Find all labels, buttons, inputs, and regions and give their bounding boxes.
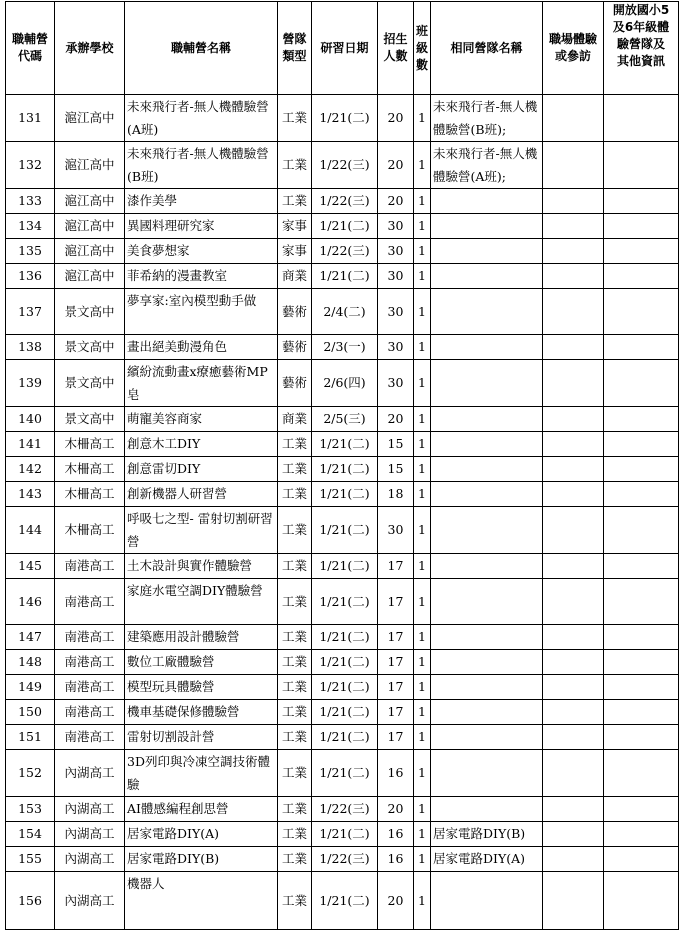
table-row — [6, 507, 679, 554]
cell-code: 150 — [6, 700, 55, 725]
cell-visit — [543, 95, 604, 142]
cell-classes: 1 — [414, 360, 431, 407]
cell-school: 滬江高中 — [55, 239, 125, 264]
cell-name: 漆作美學 — [125, 189, 278, 214]
table-row — [6, 189, 679, 214]
cell-open — [604, 407, 679, 432]
cell-code: 154 — [6, 822, 55, 847]
cell-type: 工業 — [278, 507, 312, 554]
cell-enroll: 16 — [378, 847, 414, 872]
cell-enroll: 18 — [378, 482, 414, 507]
cell-classes: 1 — [414, 95, 431, 142]
cell-classes: 1 — [414, 822, 431, 847]
cell-date: 1/22(三) — [312, 189, 378, 214]
cell-classes: 1 — [414, 554, 431, 579]
cell-visit — [543, 264, 604, 289]
cell-open — [604, 750, 679, 797]
cell-type: 工業 — [278, 725, 312, 750]
cell-classes: 1 — [414, 457, 431, 482]
cell-same — [431, 407, 543, 432]
cell-same — [431, 482, 543, 507]
header-same: 相同營隊名稱 — [431, 2, 543, 95]
cell-type: 家事 — [278, 214, 312, 239]
cell-visit — [543, 750, 604, 797]
table-row — [6, 360, 679, 407]
cell-name: 模型玩具體驗營 — [125, 675, 278, 700]
cell-school: 木柵高工 — [55, 482, 125, 507]
cell-type: 家事 — [278, 239, 312, 264]
cell-visit — [543, 872, 604, 930]
cell-school: 內湖高工 — [55, 822, 125, 847]
table-row — [6, 750, 679, 797]
cell-classes: 1 — [414, 189, 431, 214]
cell-name: 畫出絕美動漫角色 — [125, 335, 278, 360]
cell-name: 美食夢想家 — [125, 239, 278, 264]
cell-school: 滬江高中 — [55, 214, 125, 239]
cell-same — [431, 432, 543, 457]
cell-same — [431, 675, 543, 700]
cell-visit — [543, 360, 604, 407]
cell-enroll: 15 — [378, 457, 414, 482]
cell-classes: 1 — [414, 264, 431, 289]
cell-enroll: 30 — [378, 264, 414, 289]
cell-visit — [543, 700, 604, 725]
cell-type: 工業 — [278, 625, 312, 650]
cell-type: 工業 — [278, 457, 312, 482]
cell-open — [604, 554, 679, 579]
cell-visit — [543, 822, 604, 847]
cell-same: 未來飛行者-無人機體驗營(A班); — [431, 142, 543, 189]
cell-code: 144 — [6, 507, 55, 554]
cell-visit — [543, 239, 604, 264]
table-row — [6, 407, 679, 432]
cell-date: 1/22(三) — [312, 239, 378, 264]
cell-name: 未來飛行者-無人機體驗營(B班) — [125, 142, 278, 189]
cell-open — [604, 872, 679, 930]
cell-same — [431, 264, 543, 289]
cell-visit — [543, 142, 604, 189]
cell-name: 家庭水電空調DIY體驗營 — [125, 579, 278, 625]
cell-same — [431, 579, 543, 625]
cell-school: 內湖高工 — [55, 797, 125, 822]
table-row — [6, 625, 679, 650]
cell-school: 南港高工 — [55, 675, 125, 700]
cell-enroll: 30 — [378, 335, 414, 360]
cell-name: 建築應用設計體驗營 — [125, 625, 278, 650]
cell-enroll: 30 — [378, 360, 414, 407]
cell-enroll: 17 — [378, 700, 414, 725]
cell-date: 1/22(三) — [312, 797, 378, 822]
cell-enroll: 30 — [378, 507, 414, 554]
cell-code: 136 — [6, 264, 55, 289]
cell-code: 133 — [6, 189, 55, 214]
cell-date: 2/6(四) — [312, 360, 378, 407]
cell-enroll: 17 — [378, 625, 414, 650]
cell-type: 商業 — [278, 407, 312, 432]
cell-name: 居家電路DIY(A) — [125, 822, 278, 847]
cell-school: 景文高中 — [55, 289, 125, 335]
cell-school: 木柵高工 — [55, 457, 125, 482]
cell-open — [604, 625, 679, 650]
cell-open — [604, 214, 679, 239]
header-school: 承辦學校 — [55, 2, 125, 95]
table-row — [6, 700, 679, 725]
cell-same — [431, 650, 543, 675]
cell-name: 3D列印與冷凍空調技術體驗 — [125, 750, 278, 797]
cell-type: 工業 — [278, 797, 312, 822]
cell-code: 147 — [6, 625, 55, 650]
cell-open — [604, 335, 679, 360]
cell-visit — [543, 482, 604, 507]
cell-date: 1/22(三) — [312, 142, 378, 189]
cell-classes: 1 — [414, 700, 431, 725]
header-code: 職輔營 代碼 — [6, 2, 55, 95]
cell-visit — [543, 579, 604, 625]
cell-open — [604, 482, 679, 507]
cell-date: 1/21(二) — [312, 432, 378, 457]
header-open: 開放國小5 及6年級體 驗營隊及 其他資訊 — [604, 2, 679, 95]
cell-enroll: 17 — [378, 579, 414, 625]
cell-type: 藝術 — [278, 360, 312, 407]
cell-visit — [543, 432, 604, 457]
header-visit: 職場體驗 或參訪 — [543, 2, 604, 95]
table-row — [6, 457, 679, 482]
cell-date: 1/21(二) — [312, 457, 378, 482]
table-row — [6, 239, 679, 264]
cell-same — [431, 554, 543, 579]
table-row — [6, 797, 679, 822]
cell-code: 140 — [6, 407, 55, 432]
cell-date: 2/5(三) — [312, 407, 378, 432]
cell-date: 1/21(二) — [312, 872, 378, 930]
cell-classes: 1 — [414, 407, 431, 432]
cell-school: 南港高工 — [55, 579, 125, 625]
cell-code: 132 — [6, 142, 55, 189]
cell-classes: 1 — [414, 507, 431, 554]
cell-name: 呼吸七之型- 雷射切割研習營 — [125, 507, 278, 554]
cell-type: 工業 — [278, 142, 312, 189]
cell-code: 139 — [6, 360, 55, 407]
cell-type: 工業 — [278, 822, 312, 847]
cell-enroll: 20 — [378, 407, 414, 432]
cell-same — [431, 214, 543, 239]
cell-same — [431, 700, 543, 725]
cell-classes: 1 — [414, 289, 431, 335]
cell-date: 1/21(二) — [312, 822, 378, 847]
cell-code: 156 — [6, 872, 55, 930]
cell-open — [604, 142, 679, 189]
table-row — [6, 142, 679, 189]
table-row — [6, 264, 679, 289]
table-row — [6, 554, 679, 579]
cell-name: 機器人 — [125, 872, 278, 930]
cell-type: 工業 — [278, 95, 312, 142]
cell-code: 152 — [6, 750, 55, 797]
cell-type: 工業 — [278, 872, 312, 930]
cell-code: 155 — [6, 847, 55, 872]
cell-date: 1/21(二) — [312, 650, 378, 675]
cell-enroll: 30 — [378, 289, 414, 335]
cell-enroll: 16 — [378, 750, 414, 797]
cell-enroll: 20 — [378, 797, 414, 822]
cell-code: 134 — [6, 214, 55, 239]
cell-classes: 1 — [414, 750, 431, 797]
cell-name: 數位工廠體驗營 — [125, 650, 278, 675]
cell-date: 1/22(三) — [312, 847, 378, 872]
header-name: 職輔營名稱 — [125, 2, 278, 95]
cell-same: 居家電路DIY(A) — [431, 847, 543, 872]
cell-visit — [543, 847, 604, 872]
cell-school: 景文高中 — [55, 407, 125, 432]
cell-date: 1/21(二) — [312, 507, 378, 554]
cell-code: 142 — [6, 457, 55, 482]
cell-same — [431, 239, 543, 264]
header-enroll: 招生 人數 — [378, 2, 414, 95]
cell-school: 景文高中 — [55, 335, 125, 360]
cell-school: 內湖高工 — [55, 847, 125, 872]
cell-name: AI體感編程創思營 — [125, 797, 278, 822]
cell-school: 南港高工 — [55, 650, 125, 675]
cell-same — [431, 360, 543, 407]
cell-enroll: 20 — [378, 872, 414, 930]
cell-name: 夢享家:室內模型動手做 — [125, 289, 278, 335]
cell-school: 南港高工 — [55, 625, 125, 650]
table-row — [6, 214, 679, 239]
cell-name: 異國料理研究家 — [125, 214, 278, 239]
table-row — [6, 335, 679, 360]
cell-school: 內湖高工 — [55, 750, 125, 797]
table-row — [6, 289, 679, 335]
table-row — [6, 847, 679, 872]
cell-open — [604, 650, 679, 675]
cell-code: 141 — [6, 432, 55, 457]
cell-classes: 1 — [414, 675, 431, 700]
cell-enroll: 30 — [378, 214, 414, 239]
cell-date: 1/21(二) — [312, 675, 378, 700]
header-row — [6, 2, 679, 95]
cell-date: 1/21(二) — [312, 700, 378, 725]
cell-type: 工業 — [278, 847, 312, 872]
header-date: 研習日期 — [312, 2, 378, 95]
cell-school: 南港高工 — [55, 700, 125, 725]
cell-same — [431, 872, 543, 930]
cell-name: 居家電路DIY(B) — [125, 847, 278, 872]
cell-open — [604, 725, 679, 750]
cell-enroll: 16 — [378, 822, 414, 847]
cell-code: 146 — [6, 579, 55, 625]
cell-visit — [543, 625, 604, 650]
cell-school: 景文高中 — [55, 360, 125, 407]
cell-type: 工業 — [278, 482, 312, 507]
cell-code: 149 — [6, 675, 55, 700]
cell-type: 工業 — [278, 432, 312, 457]
cell-date: 1/21(二) — [312, 95, 378, 142]
cell-enroll: 20 — [378, 142, 414, 189]
cell-same: 未來飛行者-無人機體驗營(B班); — [431, 95, 543, 142]
cell-type: 工業 — [278, 554, 312, 579]
cell-open — [604, 579, 679, 625]
cell-classes: 1 — [414, 335, 431, 360]
cell-same — [431, 507, 543, 554]
cell-visit — [543, 189, 604, 214]
cell-same: 居家電路DIY(B) — [431, 822, 543, 847]
cell-classes: 1 — [414, 432, 431, 457]
cell-open — [604, 847, 679, 872]
cell-visit — [543, 214, 604, 239]
cell-date: 2/3(一) — [312, 335, 378, 360]
cell-classes: 1 — [414, 797, 431, 822]
cell-visit — [543, 289, 604, 335]
cell-date: 1/21(二) — [312, 214, 378, 239]
cell-open — [604, 360, 679, 407]
cell-visit — [543, 675, 604, 700]
cell-classes: 1 — [414, 650, 431, 675]
cell-visit — [543, 554, 604, 579]
cell-classes: 1 — [414, 482, 431, 507]
cell-code: 143 — [6, 482, 55, 507]
cell-open — [604, 95, 679, 142]
cell-classes: 1 — [414, 579, 431, 625]
cell-same — [431, 189, 543, 214]
cell-classes: 1 — [414, 214, 431, 239]
cell-name: 創新機器人研習營 — [125, 482, 278, 507]
table-row — [6, 725, 679, 750]
cell-open — [604, 189, 679, 214]
cell-school: 滬江高中 — [55, 142, 125, 189]
cell-code: 151 — [6, 725, 55, 750]
cell-visit — [543, 650, 604, 675]
cell-name: 機車基礎保修體驗營 — [125, 700, 278, 725]
cell-open — [604, 507, 679, 554]
cell-date: 2/4(二) — [312, 289, 378, 335]
table-row — [6, 579, 679, 625]
cell-school: 木柵高工 — [55, 507, 125, 554]
cell-same — [431, 750, 543, 797]
cell-visit — [543, 507, 604, 554]
cell-visit — [543, 725, 604, 750]
cell-code: 138 — [6, 335, 55, 360]
cell-type: 工業 — [278, 750, 312, 797]
cell-type: 藝術 — [278, 289, 312, 335]
cell-classes: 1 — [414, 239, 431, 264]
cell-visit — [543, 797, 604, 822]
cell-code: 145 — [6, 554, 55, 579]
table-row — [6, 482, 679, 507]
cell-school: 內湖高工 — [55, 872, 125, 930]
cell-school: 南港高工 — [55, 725, 125, 750]
cell-code: 135 — [6, 239, 55, 264]
cell-enroll: 17 — [378, 725, 414, 750]
cell-open — [604, 675, 679, 700]
cell-date: 1/21(二) — [312, 482, 378, 507]
cell-date: 1/21(二) — [312, 554, 378, 579]
cell-code: 153 — [6, 797, 55, 822]
cell-type: 工業 — [278, 189, 312, 214]
header-classes: 班 級 數 — [414, 2, 431, 95]
cell-open — [604, 432, 679, 457]
cell-enroll: 20 — [378, 189, 414, 214]
cell-code: 137 — [6, 289, 55, 335]
cell-open — [604, 700, 679, 725]
cell-date: 1/21(二) — [312, 625, 378, 650]
cell-date: 1/21(二) — [312, 750, 378, 797]
cell-same — [431, 625, 543, 650]
cell-type: 工業 — [278, 700, 312, 725]
cell-school: 南港高工 — [55, 554, 125, 579]
cell-type: 藝術 — [278, 335, 312, 360]
cell-same — [431, 335, 543, 360]
cell-name: 創意雷切DIY — [125, 457, 278, 482]
cell-type: 工業 — [278, 650, 312, 675]
cell-date: 1/21(二) — [312, 264, 378, 289]
cell-name: 土木設計與實作體驗營 — [125, 554, 278, 579]
cell-school: 滬江高中 — [55, 95, 125, 142]
cell-enroll: 17 — [378, 650, 414, 675]
cell-name: 雷射切割設計營 — [125, 725, 278, 750]
cell-school: 滬江高中 — [55, 189, 125, 214]
table-row — [6, 432, 679, 457]
cell-classes: 1 — [414, 625, 431, 650]
cell-enroll: 17 — [378, 675, 414, 700]
cell-open — [604, 289, 679, 335]
cell-visit — [543, 457, 604, 482]
table-row — [6, 95, 679, 142]
cell-same — [431, 797, 543, 822]
cell-name: 萌寵美容商家 — [125, 407, 278, 432]
cell-code: 131 — [6, 95, 55, 142]
cell-classes: 1 — [414, 142, 431, 189]
cell-same — [431, 725, 543, 750]
cell-type: 工業 — [278, 675, 312, 700]
cell-classes: 1 — [414, 847, 431, 872]
cell-enroll: 20 — [378, 95, 414, 142]
cell-code: 148 — [6, 650, 55, 675]
cell-name: 菲希納的漫畫教室 — [125, 264, 278, 289]
cell-name: 創意木工DIY — [125, 432, 278, 457]
cell-type: 工業 — [278, 579, 312, 625]
table-row — [6, 872, 679, 930]
cell-open — [604, 797, 679, 822]
table-row — [6, 675, 679, 700]
table-row — [6, 822, 679, 847]
camp-table — [5, 1, 679, 930]
table-row — [6, 650, 679, 675]
cell-visit — [543, 407, 604, 432]
cell-date: 1/21(二) — [312, 579, 378, 625]
cell-same — [431, 289, 543, 335]
cell-name: 未來飛行者-無人機體驗營(A班) — [125, 95, 278, 142]
cell-visit — [543, 335, 604, 360]
cell-enroll: 17 — [378, 554, 414, 579]
cell-same — [431, 457, 543, 482]
cell-open — [604, 457, 679, 482]
cell-open — [604, 822, 679, 847]
cell-open — [604, 264, 679, 289]
cell-type: 商業 — [278, 264, 312, 289]
cell-name: 繽紛流動畫x療癒藝術MP皂 — [125, 360, 278, 407]
cell-school: 滬江高中 — [55, 264, 125, 289]
cell-date: 1/21(二) — [312, 725, 378, 750]
cell-classes: 1 — [414, 725, 431, 750]
cell-school: 木柵高工 — [55, 432, 125, 457]
cell-enroll: 30 — [378, 239, 414, 264]
header-type: 營隊 類型 — [278, 2, 312, 95]
cell-open — [604, 239, 679, 264]
cell-enroll: 15 — [378, 432, 414, 457]
cell-classes: 1 — [414, 872, 431, 930]
